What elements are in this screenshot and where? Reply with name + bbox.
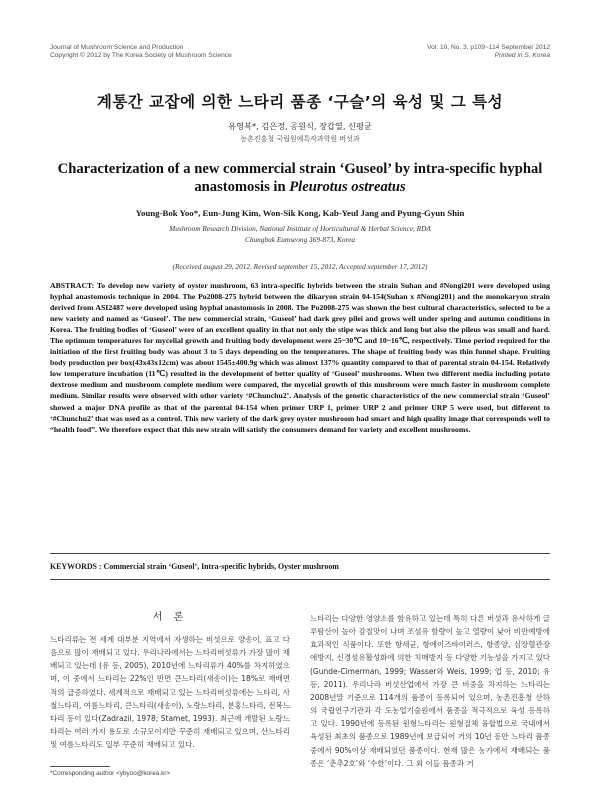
- keywords-list: Commercial strain ‘Guseol’, Intra-specific hybrids, Oyster mushroom: [103, 562, 339, 571]
- english-title: [50, 160, 550, 196]
- english-authors: Young-Bok Yoo*, Eun-Jung Kim, Won-Sik Kong, Kab-Yeul Jang and Pyung-Gyun Shin: [135, 208, 465, 218]
- received-dates: (Received august 29, 2012, Revised september 15, 2012, Accepted september 17, 2012): [172, 262, 428, 271]
- keywords-label: KEYWORDS :: [50, 562, 102, 571]
- korean-authors: 유영복*, 김은정, 공원식, 장갑열, 신평균: [228, 121, 372, 131]
- issue-header: [350, 44, 550, 60]
- english-title-line-2: anastomosis in Pleurotus ostreatus: [194, 179, 406, 195]
- journal-header: [50, 44, 310, 60]
- body-left-column: 느타리류는 전 세계 대부분 지역에서 자생하는 버섯으로 양송이, 표고 다음으로 많이 재배되고 있다. 우리나라에서는 느타리버섯류가 가장 많이 재배되고 있는데 (유 등, 2005), 2010년에 느타리류가 40%를 차지하였으며, 이 중에서 느타리는 22%인 반면 큰느타리(새송이)는 18%로 재배면적의 급증하였다. 세계적으로 재배되고 있는 느타리버섯류에는 느타리, 사철느타리, 여름느타리, 큰느타리(새송이), 노랑느타리, 분홍느타리, 전복느타리 등이 있다(Zadrazil, 1978; Stamet, 1993). 최근에 개발된 노랑느타리는 여러 가지 용도로 소규모이지만 꾸준히 재배되고 있으며, 산느타리 및 여름느타리도 일부 꾸준히 재배되고 있다.: [50, 635, 290, 750]
- body-right-column: 느타리는 다양한 영양소를 함유하고 있는데 특히 다른 버섯과 유사하게 글루탐산이 높아 감칠맛이 나며 조섬유 함량이 높고 열량이 낮아 비만예방에 효과적인 식품이다. 또한 항세균, 항에이즈바이러스, 항종양, 심장혈관장애방지, 신경섬유활성화에 의한 치매방지 등 다양한 기능성을 가지고 있다(Gunde-Cimerman, 1999; Wasser와 Weis, 1999; 업 등, 2010; 유 등, 2011). 우리나라 버섯산업에서 가장 큰 비중을 차지하는 느타리는 2008년말 기준으로 114개의 품종이 등록되어 있으며, 농촌진흥청 산하의 국립연구기관과 각 도농업기술원에서 품종을 적극적으로 육성 등록하고 있다. 1990년에 등록된 원형느타리는 원형질체 융합법으로 국내에서 육성된 최초의 품종으로 1989년에 보급되어 거의 10년 동안 느타리 품종 중에서 90%이상 재배되었던 품종이다. 현재 많은 농가에서 재배되는 품종은 ‘춘추2호’와 ‘수한’이다. 그 외 이들 품종과 거: [310, 614, 550, 768]
- section-heading-introduction: 서 론: [152, 612, 188, 623]
- divider-top: [50, 553, 550, 554]
- english-affiliation: Mushroom Research Division, National Institute of Horticultural & Herbal Science, RDA Chungbuk Eumseong 369-873, Korea: [169, 224, 431, 244]
- journal-name: Journal of Mushroom Science and Production: [50, 44, 184, 51]
- volume-line: Vol. 10, No. 3, p109~114 September 2012: [427, 44, 550, 51]
- footnote-rule: [50, 766, 110, 767]
- printed-line: Printed in S. Korea: [494, 52, 550, 59]
- abstract: ABSTRACT: To develop new variety of oyster mushroom, 63 intra-specific hybrids between the strain Suhan and #Nongi201 were developed using hyphal anastomosis technique in 2004. The Po2008-275 hybrid between the dikaryon strain 04-154(Suhan x #Nongi201) and the monokaryon strain derived from ASI2487 were developed using hyphal anastomosis in 2008. The Po2008-275 was shown the best cultural characteristics, selected to be a new variety and named as ‘Guseol’. The new commercial strain, ‘Guseol’ had dark grey pilei and grows well under spring and autumn conditions in Korea. The fruiting bodies of ‘Guseol’ were of an excellent quality in that not only the stipe was thick and long but also the pileus was small and hard. The optimum temperatures for mycelial growth and fruiting body development were 25~30℃ and 10~16℃, respectively. Time period required for the initiation of the first fruiting body was about 3 to 5 days depending on the temperatures. The shape of fruiting body was thin funnel shape. Fruiting body production per box(43x43x12cm) was about 1545±400.9g which was almost 137% quantity compared to that of parental strain 04-154. Relatively low temperature incubation (11℃) resulted in the development of better quality of ‘Guseol’ mushrooms. When two different media including potato dextrose medium and mushroom complete medium were compared, the mycelial growth of this mushroom were much faster in mushroom complete medium. Similar results were observed with other variety ‘#Chunchu2’. Analysis of the genetic characteristics of the new commercial strain ‘Guseol’ showed a major DNA profile as that of the parental 04-154 when primer URP 1, primer URP 2 and primer URP 5 were used, but different to ‘#Chunchu2’ that was used as a control. This new variety of the dark grey oyster mushroom had smart and high quality image that corresponds well to “health food”. We therefore expect that this new strain will satisfy the consumers demand for variety and excellent mushrooms.: [50, 281, 550, 434]
- korean-title: 계통간 교잡에 의한 느타리 품종 ‘구슬’의 육성 및 그 특성: [96, 93, 504, 111]
- corresponding-author-footnote: *Corresponding author <ybyoo@korea.kr>: [50, 770, 171, 777]
- english-title-line-1: Characterization of a new commercial strain ‘Guseol’ by intra-specific hyphal: [57, 161, 543, 177]
- copyright-line: Copyright © 2012 by The Korea Society of Mushroom Science: [50, 52, 232, 59]
- species-name: Pleurotus ostreatus: [289, 179, 406, 195]
- korean-affiliation: 농촌진흥청 국립원예특작과학원 버섯과: [240, 135, 360, 143]
- divider-bottom: [50, 579, 550, 580]
- keywords: [50, 562, 550, 571]
